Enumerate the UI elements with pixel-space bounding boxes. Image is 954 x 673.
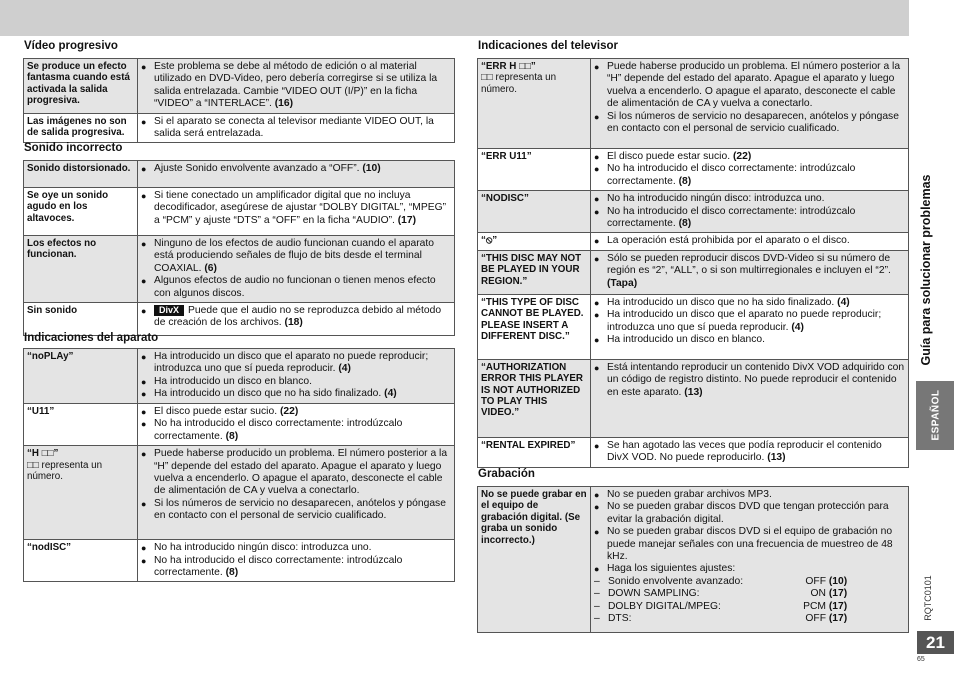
- table-row: Las imágenes no son de salida progresiva. ● Si el aparato se conecta al televisor mediante VIDEO OUT, la salida será entrelazada.: [24, 113, 455, 143]
- table-row: “noPLAy” ● Ha introducido un disco que el aparato no puede reproducir; introduzca uno que sí pueda reproducir. (4) ● Ha introducido un disco en blanco. ● Ha introducido un disco que no ha sido finalizado. (4): [24, 349, 455, 404]
- table-row: Los efectos no funcionan. ● Ninguno de los efectos de audio funcionan cuando el aparato está produciendo señales de flujo de bits desde el terminal COAXIAL. (6) ● Algunos efectos de audio no funcionan o tienen menos efecto con algunos discos.: [24, 236, 455, 303]
- sub-page-number: 65: [917, 656, 925, 663]
- table-row: “RENTAL EXPIRED” ● Se han agotado las veces que podía reproducir el contenido DivX VOD. No puede reproducirlo. (13): [478, 437, 909, 467]
- row-label: No se puede grabar en el equipo de grabación digital. (Se graba un sonido incorrecto.): [478, 487, 591, 633]
- row-label: “RENTAL EXPIRED”: [478, 437, 591, 467]
- tv-indications-table: [477, 58, 909, 468]
- section-title-rec: Grabación: [478, 468, 535, 480]
- row-label: Se oye un sonido agudo en los altavoces.: [24, 188, 138, 236]
- setting-item: – DTS: OFF (17): [594, 613, 905, 625]
- header-bar: [0, 0, 909, 36]
- recording-table: [477, 486, 909, 633]
- language-label: ESPAÑOL: [930, 389, 942, 441]
- table-row: Sin sonido ● DivX Puede que el audio no se reproduzca debido al método de creación de los archivos. (18): [24, 303, 455, 336]
- row-label: “AUTHORIZATION ERROR THIS PLAYER IS NOT AUTHORIZED TO PLAY THIS VIDEO.”: [478, 359, 591, 437]
- table-row: Se produce un efecto fantasma cuando está activada la salida progresiva. ● Este problema se debe al método de edición o al material utilizado en DVD-Video, pero debería corregirse si se utiliza la salida entrelazada. Cambie “VIDEO OUT (I/P)” en la ficha “VIDEO” a “INTERLACE”. (16): [24, 59, 455, 114]
- table-row: “H □□” □□ representa un número. ● Puede haberse producido un problema. El número posterior a la “H” depende del estado del aparato. Apague el aparato y luego vuelva a encenderlo. O apague el aparato, desconecte el cable de alimentación de CA y vuelva a conectarlo. ● Si los números de servicio no desaparecen, anótelos y póngase en contacto con el personal de servicio cualificado.: [24, 446, 455, 540]
- setting-item: – DOWN SAMPLING: ON (17): [594, 588, 905, 600]
- video-table: [23, 58, 455, 143]
- row-label: “ERR H □□” □□ representa un número.: [478, 59, 591, 149]
- sound-table: [23, 160, 455, 336]
- setting-item: – DOLBY DIGITAL/MPEG: PCM (17): [594, 601, 905, 613]
- document-code: RQTC0101: [923, 575, 933, 621]
- divx-badge: DivX: [154, 305, 184, 316]
- row-label: Las imágenes no son de salida progresiva.: [24, 113, 138, 143]
- table-row: “NODISC” ● No ha introducido ningún disco: introduzca uno. ● No ha introducido el disco correctamente: introdúzcalo correctamente. (8): [478, 191, 909, 233]
- table-row: Se oye un sonido agudo en los altavoces. ● Si tiene conectado un amplificador digital que no incluya decodificador, asegúrese de ajustar “DOLBY DIGITAL”, “MPEG” a “PCM” y ajuste “DTS” a “OFF” en la ficha “AUDIO”. (17): [24, 188, 455, 236]
- row-label: “U11”: [24, 404, 138, 446]
- row-label: “nodISC”: [24, 540, 138, 582]
- language-tab: [916, 381, 954, 450]
- row-label: “THIS TYPE OF DISC CANNOT BE PLAYED. PLEASE INSERT A DIFFERENT DISC.”: [478, 294, 591, 359]
- table-row: “ERR H □□” □□ representa un número. ● Puede haberse producido un problema. El número posterior a la “H” depende del estado del aparato. Apague el aparato y luego vuelva a encenderlo. O apague el aparato, desconecte el cable de alimentación de CA y vuelva a conectarlo. ● Si los números de servicio no desaparecen, anótelos y póngase en contacto con el personal de servicio cualificado.: [478, 59, 909, 149]
- chapter-title: Guía para solucionar problemas: [919, 174, 933, 366]
- row-label: Se produce un efecto fantasma cuando está activada la salida progresiva.: [24, 59, 138, 114]
- table-row: “THIS DISC MAY NOT BE PLAYED IN YOUR REGION.” ● Sólo se pueden reproducir discos DVD-Video si su número de región es “2”, “ALL”, o si son multirregionales e incluyen el “2”. (Tapa): [478, 250, 909, 294]
- section-title-tv: Indicaciones del televisor: [478, 40, 618, 52]
- setting-item: – Sonido envolvente avanzado: OFF (10): [594, 576, 905, 588]
- table-row: “AUTHORIZATION ERROR THIS PLAYER IS NOT AUTHORIZED TO PLAY THIS VIDEO.” ● Está intentando reproducir un contenido DivX VOD adquirido con un código de registro distinto. No puede reproducir el contenido en este aparato. (13): [478, 359, 909, 437]
- row-label: “H □□” □□ representa un número.: [24, 446, 138, 540]
- table-row: Sonido distorsionado. ● Ajuste Sonido envolvente avanzado a “OFF”. (10): [24, 161, 455, 188]
- row-label: Los efectos no funcionan.: [24, 236, 138, 303]
- row-label: “⦸”: [478, 233, 591, 250]
- section-title-video: Vídeo progresivo: [24, 40, 118, 52]
- section-title-sound: Sonido incorrecto: [24, 142, 123, 154]
- table-row: “nodISC” ● No ha introducido ningún disco: introduzca uno. ● No ha introducido el disco correctamente: introdúzcalo correctamente. (8): [24, 540, 455, 582]
- row-label: “THIS DISC MAY NOT BE PLAYED IN YOUR REGION.”: [478, 250, 591, 294]
- table-row: No se puede grabar en el equipo de grabación digital. (Se graba un sonido incorrecto.) ● No se pueden grabar archivos MP3. ● No se pueden grabar discos DVD que tengan protección para evitar la grabación digital. ● No se pueden grabar discos DVD si el equipo de grabación no puede manejar señales con una frecuencia de muestreo de 48 kHz. ● Haga los siguientes ajustes: – Sonido envolvente avanzado: OFF (10) – DOWN SAMPLING: ON (17) – DOLBY DIGITAL/MPEG: PCM (17) – DTS: OFF (17): [478, 487, 909, 633]
- row-label: Sonido distorsionado.: [24, 161, 138, 188]
- row-label: Sin sonido: [24, 303, 138, 336]
- table-row: “⦸” ● La operación está prohibida por el aparato o el disco.: [478, 233, 909, 250]
- table-row: “ERR U11” ● El disco puede estar sucio. (22) ● No ha introducido el disco correctamente: introdúzcalo correctamente. (8): [478, 149, 909, 191]
- row-label: “NODISC”: [478, 191, 591, 233]
- row-label: “noPLAy”: [24, 349, 138, 404]
- table-row: “THIS TYPE OF DISC CANNOT BE PLAYED. PLEASE INSERT A DIFFERENT DISC.” ● Ha introducido un disco que no ha sido finalizado. (4) ● Ha introducido un disco que el aparato no puede reproducir; introduzca uno que sí pueda reproducir. (4) ● Ha introducido un disco en blanco.: [478, 294, 909, 359]
- table-row: “U11” ● El disco puede estar sucio. (22) ● No ha introducido el disco correctamente: introdúzcalo correctamente. (8): [24, 404, 455, 446]
- unit-indications-table: [23, 348, 455, 582]
- row-label: “ERR U11”: [478, 149, 591, 191]
- page-number: 21: [917, 631, 954, 654]
- section-title-unit: Indicaciones del aparato: [24, 332, 159, 344]
